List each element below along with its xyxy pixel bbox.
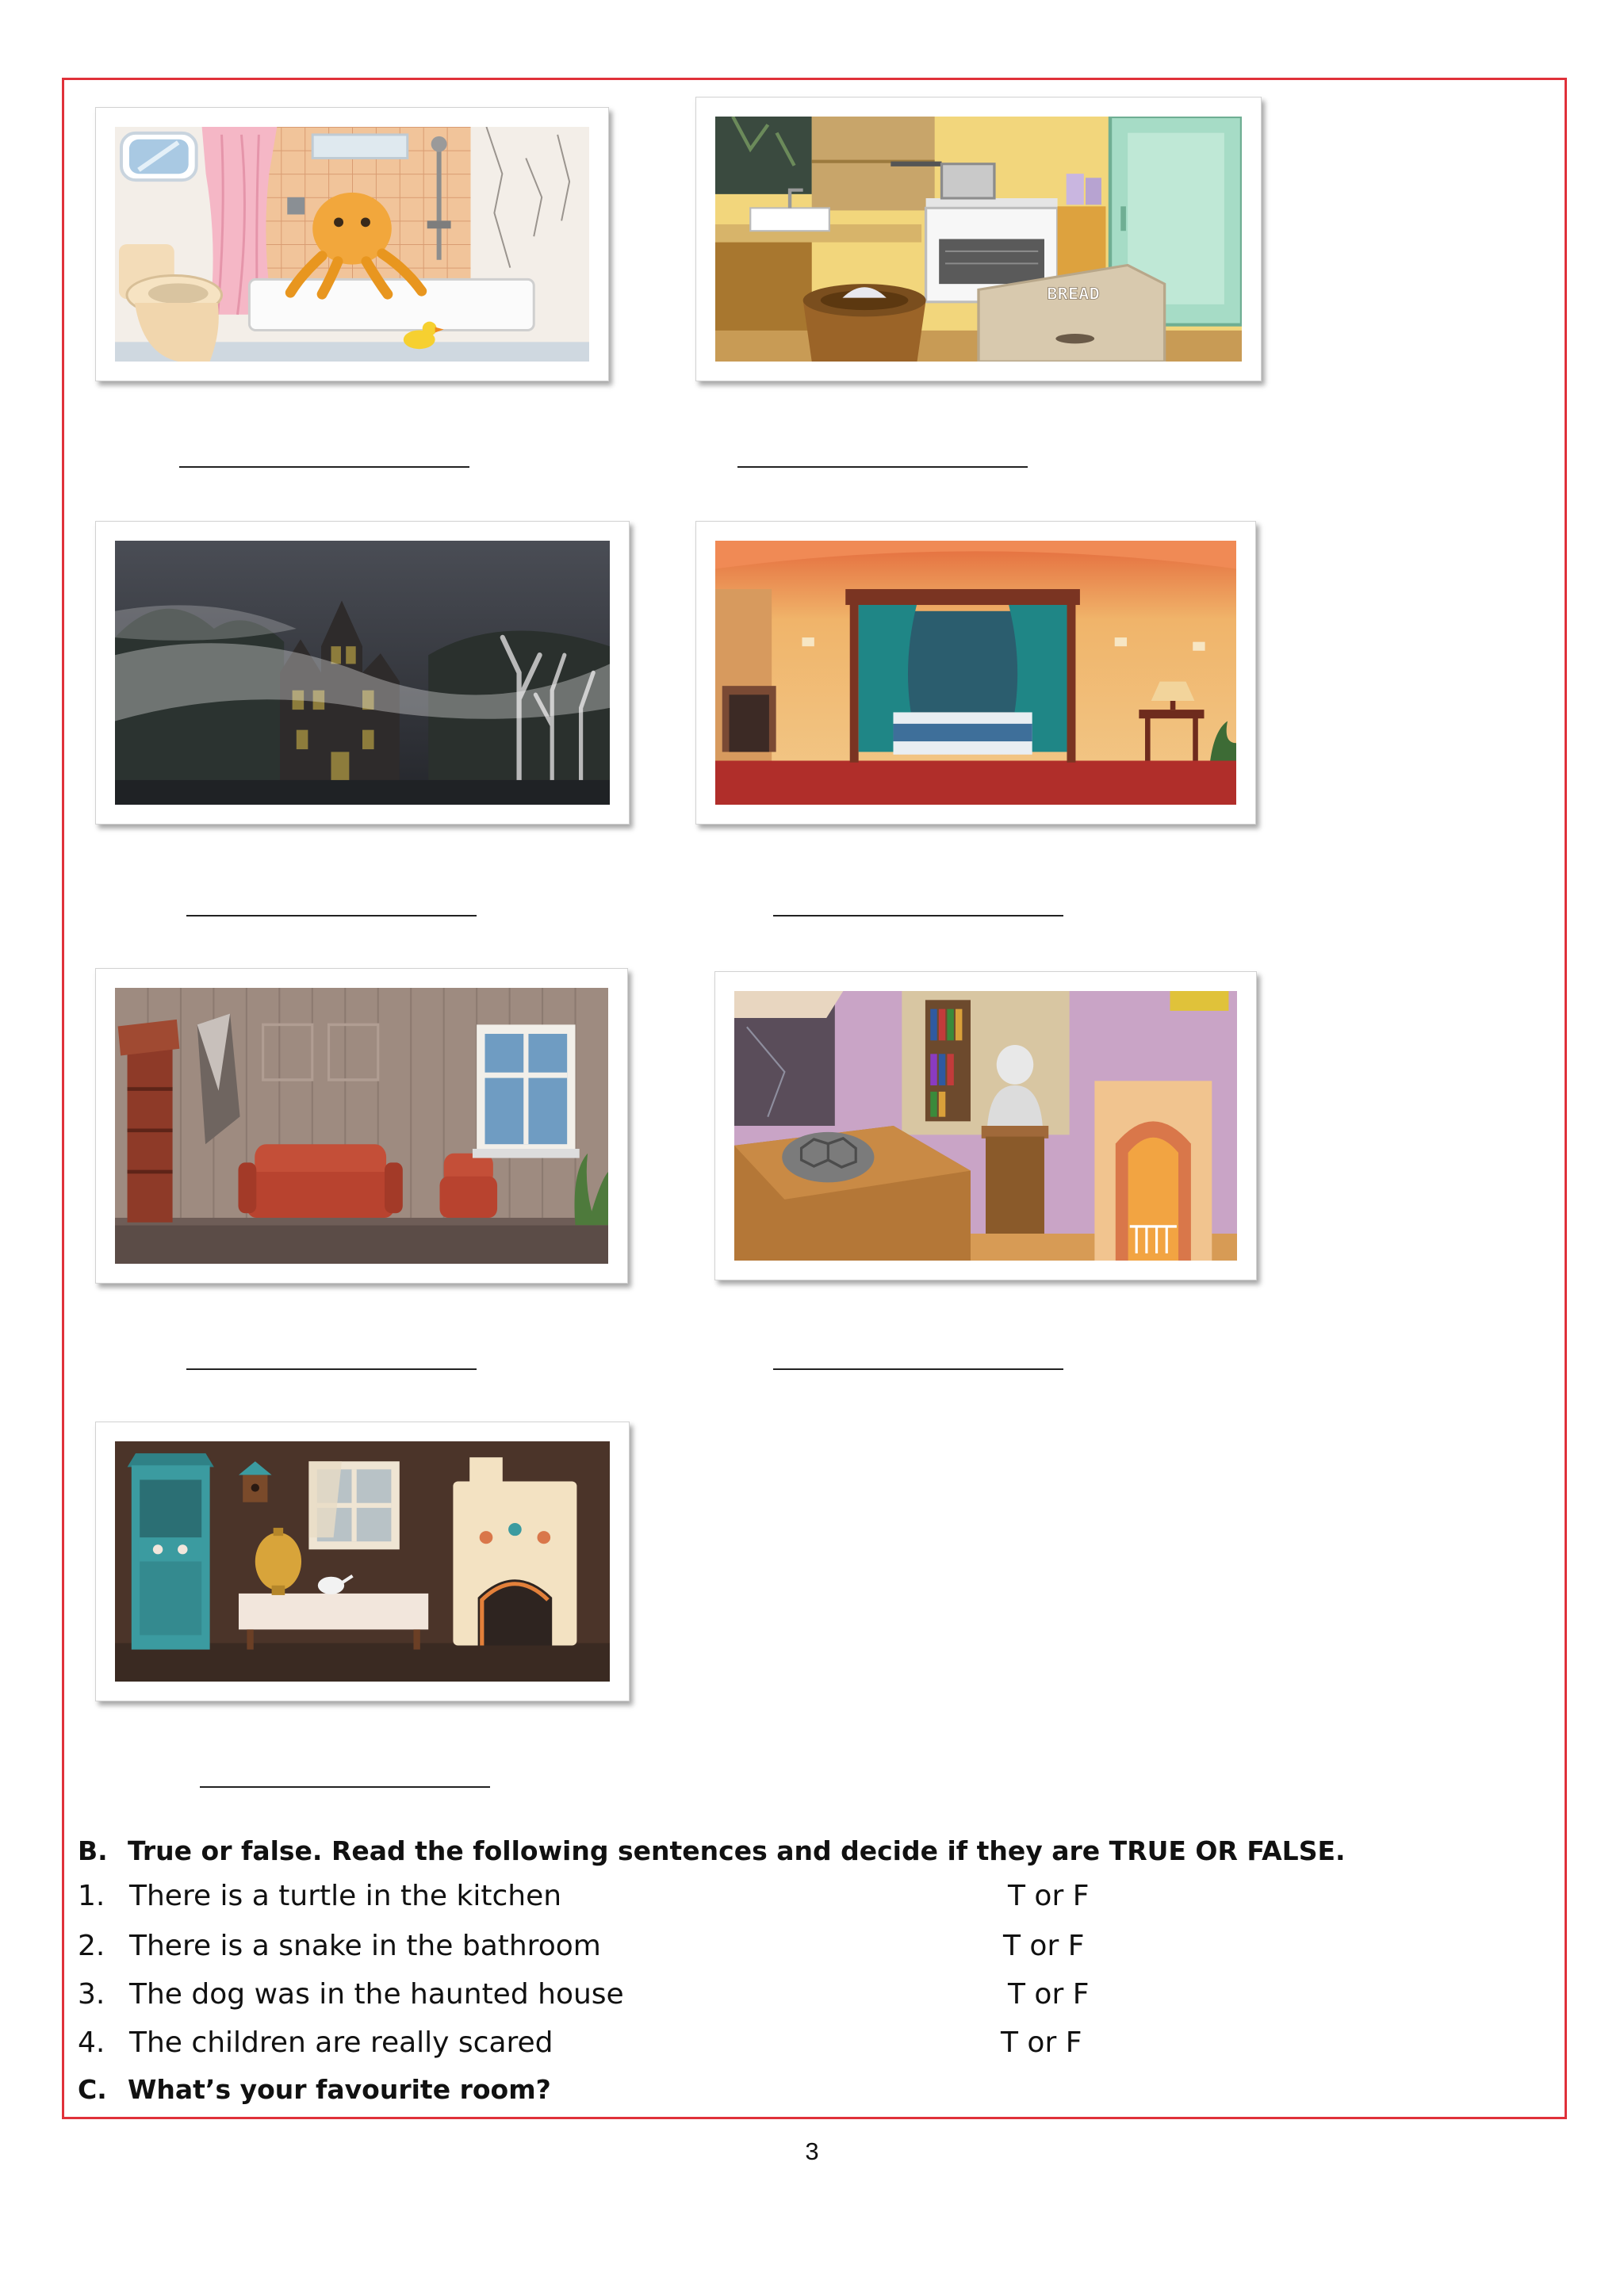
answer-blank <box>773 915 1063 916</box>
answer-blank <box>200 1786 490 1788</box>
bathroom-window <box>121 133 197 180</box>
white-oven <box>453 1457 576 1645</box>
fireplace <box>722 686 776 752</box>
red-sofa <box>239 1144 403 1218</box>
bedroom-illustration <box>715 541 1236 805</box>
canopy-bed <box>845 589 1080 763</box>
section-c-heading <box>78 2074 1545 2106</box>
true-false-item <box>78 1931 1545 1962</box>
item-statement: There is a snake in the bathroom <box>129 1930 601 1962</box>
answer-blank <box>737 466 1028 468</box>
picture-kitchen <box>695 97 1262 381</box>
true-false-item <box>78 2027 1545 2059</box>
study-illustration <box>734 991 1237 1261</box>
item-choice: T or F <box>1001 2026 1082 2059</box>
bread-box-label: BREAD <box>1047 285 1100 304</box>
study-window <box>734 991 843 1126</box>
kitchen-window <box>715 117 812 194</box>
old-kitchen-window <box>308 1461 399 1549</box>
item-statement: The dog was in the haunted house <box>129 1978 624 2011</box>
item-number: 4. <box>78 2026 105 2059</box>
haunted-house-illustration <box>115 541 610 805</box>
teal-cupboard <box>128 1453 214 1649</box>
item-statement: There is a turtle in the kitchen <box>129 1880 562 1912</box>
wooden-basket <box>803 284 926 362</box>
item-choice: T or F <box>1003 1930 1085 1962</box>
bookshelf <box>925 1000 971 1121</box>
section-b-label: B. <box>78 1835 108 1866</box>
item-number: 1. <box>78 1880 105 1912</box>
picture-study <box>714 971 1257 1280</box>
section-b-instruction: True or false. Read the following sentences and decide if they are TRUE OR FALSE. <box>128 1835 1346 1866</box>
page-number: 3 <box>805 2137 819 2165</box>
living-room-illustration <box>115 988 608 1264</box>
item-choice: T or F <box>1008 1880 1090 1912</box>
living-room-window <box>473 1024 580 1158</box>
bathroom-illustration <box>115 127 589 362</box>
item-number: 2. <box>78 1930 105 1962</box>
fireplace <box>1094 1081 1212 1261</box>
item-statement: The children are really scared <box>129 2026 553 2059</box>
answer-blank <box>186 1368 477 1370</box>
item-choice: T or F <box>1008 1978 1090 2011</box>
answer-blank <box>186 915 477 916</box>
item-number: 3. <box>78 1978 105 2011</box>
old-kitchen-illustration <box>115 1441 610 1682</box>
section-c-label: C. <box>78 2074 107 2105</box>
section-c-question: What’s your favourite room? <box>128 2074 551 2105</box>
picture-bedroom <box>695 521 1256 825</box>
true-false-item <box>78 1881 1545 1912</box>
section-b-heading <box>78 1835 1545 1867</box>
picture-living-room <box>95 968 628 1284</box>
true-false-item <box>78 1979 1545 2011</box>
picture-haunted-house <box>95 521 630 825</box>
answer-blank <box>773 1368 1063 1370</box>
answer-blank <box>179 466 469 468</box>
turtle-shell <box>782 1132 874 1182</box>
picture-bathroom <box>95 107 609 381</box>
picture-old-kitchen <box>95 1422 630 1701</box>
kitchen-illustration <box>715 117 1242 362</box>
red-armchair <box>439 1154 497 1218</box>
